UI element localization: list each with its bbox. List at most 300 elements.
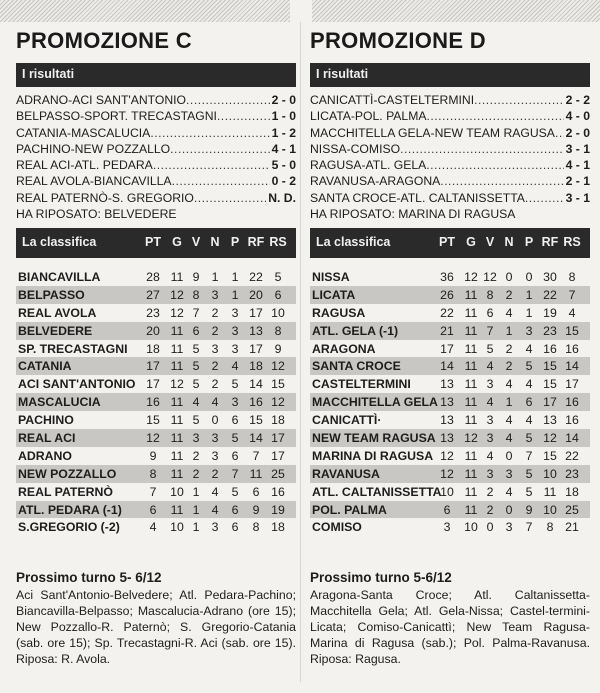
match-score: N. D. — [268, 190, 296, 205]
stat-pt: 15 — [146, 413, 160, 428]
stat-p: 3 — [231, 395, 239, 410]
stat-pt: 12 — [440, 448, 454, 463]
standings-header-label: La classifica — [22, 235, 97, 249]
stat-p: 6 — [231, 448, 239, 463]
next-round-fixtures: Aci Sant'Antonio-Belvedere; Atl. Pedara-Pachino; Biancavilla-Belpasso; Mascalucia-Adrano (ore 15); New Pozzallo-R. Paternò; S. Gregorio-Catania (sab. ore 15); Sp. Trecastagni-R. Aci (sab. ore 15). Riposa: R. Avola. — [16, 588, 296, 666]
match-label: ADRANO-ACI SANT'ANTONIO — [16, 93, 187, 107]
stat-rf: 15 — [543, 359, 557, 374]
stat-p: 5 — [525, 359, 533, 374]
column-header-p: P — [230, 235, 240, 249]
stat-p: 5 — [525, 466, 533, 481]
stat-rs: 17 — [565, 377, 579, 392]
match-score: 2 - 0 — [271, 93, 296, 107]
table-row — [310, 268, 590, 286]
stat-rs: 5 — [274, 270, 282, 284]
table-row — [310, 465, 590, 483]
stat-n: 4 — [505, 377, 513, 392]
stat-v: 5 — [192, 341, 200, 356]
stat-g: 11 — [464, 305, 478, 320]
table-row — [16, 304, 296, 322]
table-row — [310, 340, 590, 358]
stat-rs: 10 — [271, 305, 285, 320]
stat-v: 3 — [486, 377, 494, 392]
stat-g: 12 — [464, 270, 478, 284]
team-name: PACHINO — [18, 413, 74, 428]
stat-g: 11 — [464, 359, 478, 374]
section-title: PROMOZIONE D — [310, 28, 486, 53]
team-name: REAL PATERNÒ — [18, 484, 113, 499]
team-name: ATL. GELA (-1) — [312, 323, 399, 338]
team-name: BIANCAVILLA — [18, 270, 101, 284]
stat-p: 6 — [231, 413, 239, 428]
match-score: 3 - 1 — [565, 190, 590, 205]
match-score: 1 - 2 — [271, 125, 296, 140]
team-name: ATL. PEDARA (-1) — [18, 502, 122, 517]
stat-v: 12 — [483, 270, 497, 284]
stat-v: 0 — [486, 520, 494, 535]
stat-v: 4 — [486, 359, 494, 374]
stat-rf: 11 — [249, 466, 263, 481]
result-row — [16, 141, 296, 157]
table-row — [16, 429, 296, 447]
team-name: S.GREGORIO (-2) — [18, 520, 120, 535]
stat-rs: 18 — [565, 484, 579, 499]
stat-rs: 12 — [271, 359, 285, 374]
leader-dots — [186, 92, 270, 108]
stat-v: 4 — [192, 395, 200, 410]
stat-n: 1 — [505, 395, 513, 410]
stat-n: 3 — [211, 431, 219, 446]
table-row — [16, 286, 296, 304]
table-row — [310, 304, 590, 322]
stat-p: 1 — [525, 287, 533, 302]
stat-g: 11 — [170, 448, 184, 463]
stat-g: 12 — [170, 377, 184, 392]
team-name: CASTELTERMINI — [312, 377, 411, 392]
match-score: 2 - 2 — [565, 93, 590, 107]
stat-n: 4 — [505, 305, 513, 320]
result-row — [310, 190, 590, 206]
match-label: REAL AVOLA-BIANCAVILLA — [16, 174, 172, 189]
result-row — [16, 108, 296, 124]
stat-p: 7 — [525, 448, 533, 463]
stat-v: 7 — [486, 323, 494, 338]
column-divider — [300, 22, 301, 682]
stat-g: 11 — [464, 341, 478, 356]
result-row — [310, 141, 590, 157]
section-title: PROMOZIONE C — [16, 28, 192, 53]
stat-rs: 23 — [565, 466, 579, 481]
team-name: BELVEDERE — [18, 323, 93, 338]
stat-n: 4 — [505, 413, 513, 428]
table-row — [16, 393, 296, 411]
stat-v: 3 — [486, 466, 494, 481]
leader-dots — [172, 173, 270, 189]
stat-p: 5 — [231, 484, 239, 499]
column-header-rs: RS — [269, 235, 287, 249]
team-name: ARAGONA — [312, 341, 376, 356]
stat-rs: 16 — [565, 341, 579, 356]
results-header: I risultati — [16, 63, 296, 87]
stat-n: 0 — [211, 413, 219, 428]
stat-g: 11 — [464, 484, 478, 499]
stat-n: 2 — [211, 359, 219, 374]
stat-rs: 12 — [271, 395, 285, 410]
match-label: MACCHITELLA GELA-NEW TEAM RAGUSA — [310, 125, 555, 140]
table-row — [310, 322, 590, 340]
stat-rf: 13 — [249, 323, 263, 338]
stat-rf: 19 — [543, 305, 557, 320]
leader-dots — [525, 190, 564, 206]
match-label: NISSA-COMISO — [310, 141, 401, 156]
team-name: REAL AVOLA — [18, 305, 97, 320]
column-header-pt: PT — [145, 235, 161, 249]
stat-n: 3 — [211, 448, 219, 463]
stat-rf: 22 — [249, 270, 263, 284]
stat-g: 11 — [464, 395, 478, 410]
match-label: SANTA CROCE-ATL. CALTANISSETTA — [310, 190, 525, 205]
table-row — [310, 447, 590, 465]
team-name: SP. TRECASTAGNI — [18, 341, 128, 356]
match-score: 4 - 1 — [271, 141, 296, 156]
column-header-v: V — [191, 235, 201, 249]
stat-rs: 8 — [568, 270, 576, 284]
standings-header — [310, 228, 590, 258]
stat-rs: 14 — [565, 431, 579, 446]
table-row — [310, 429, 590, 447]
stat-rf: 30 — [543, 270, 557, 284]
table-row — [310, 393, 590, 411]
result-row — [16, 157, 296, 173]
stat-n: 0 — [505, 448, 513, 463]
team-name: RAGUSA — [312, 305, 366, 320]
stat-v: 2 — [486, 484, 494, 499]
stat-rf: 17 — [249, 341, 263, 356]
stat-g: 11 — [464, 502, 478, 517]
result-row — [310, 157, 590, 173]
stat-pt: 27 — [146, 287, 160, 302]
team-name: NISSA — [312, 270, 350, 284]
stat-p: 3 — [231, 323, 239, 338]
stat-rs: 15 — [565, 323, 579, 338]
leader-dots — [427, 108, 564, 124]
stat-p: 5 — [525, 431, 533, 446]
stat-p: 6 — [525, 395, 533, 410]
stat-v: 9 — [192, 270, 200, 284]
stat-v: 3 — [486, 413, 494, 428]
stat-rf: 20 — [249, 287, 263, 302]
result-row — [16, 92, 296, 108]
stat-pt: 14 — [440, 359, 454, 374]
match-label: RAGUSA-ATL. GELA — [310, 158, 427, 173]
table-row — [16, 375, 296, 393]
stat-v: 2 — [486, 502, 494, 517]
stat-rs: 25 — [271, 466, 285, 481]
stat-rs: 19 — [271, 502, 285, 517]
match-score: 2 - 1 — [565, 174, 590, 189]
page-top-strip — [0, 0, 600, 22]
team-name: ACI SANT'ANTONIO — [18, 377, 136, 392]
column-header-g: G — [466, 235, 476, 249]
stat-pt: 17 — [146, 359, 160, 374]
team-name: MASCALUCIA — [18, 395, 101, 410]
team-name: MARINA DI RAGUSA — [312, 448, 434, 463]
standings-header — [16, 228, 296, 258]
stat-n: 3 — [505, 520, 513, 535]
stat-rs: 25 — [565, 502, 579, 517]
leader-dots — [153, 157, 270, 173]
stat-pt: 28 — [146, 270, 160, 284]
stat-rf: 15 — [543, 377, 557, 392]
stat-g: 11 — [170, 341, 184, 356]
stat-rf: 13 — [543, 413, 557, 428]
table-row — [16, 322, 296, 340]
stat-v: 7 — [192, 305, 200, 320]
stat-g: 12 — [170, 287, 184, 302]
column-header-p: P — [524, 235, 534, 249]
stat-p: 7 — [525, 520, 533, 535]
stat-p: 9 — [525, 502, 533, 517]
stat-g: 10 — [170, 484, 184, 499]
stat-rf: 12 — [543, 431, 557, 446]
team-name: RAVANUSA — [312, 466, 380, 481]
stat-rf: 16 — [543, 341, 557, 356]
stat-pt: 23 — [146, 305, 160, 320]
stat-pt: 10 — [440, 484, 454, 499]
stat-n: 4 — [211, 484, 219, 499]
stat-n: 4 — [211, 502, 219, 517]
stat-rf: 9 — [252, 502, 260, 517]
leader-dots — [474, 92, 564, 108]
table-row — [16, 357, 296, 375]
stat-rf: 7 — [252, 448, 260, 463]
stat-n: 4 — [211, 395, 219, 410]
stat-rs: 18 — [271, 413, 285, 428]
stat-g: 11 — [464, 287, 478, 302]
column-header-rf: RF — [247, 235, 265, 249]
stat-p: 4 — [525, 377, 533, 392]
match-label: PACHINO-NEW POZZALLO — [16, 141, 171, 156]
table-row — [310, 411, 590, 429]
table-row — [16, 447, 296, 465]
stat-g: 11 — [170, 431, 184, 446]
stat-n: 2 — [211, 305, 219, 320]
stat-rs: 9 — [274, 341, 282, 356]
stat-v: 1 — [192, 520, 200, 535]
stat-pt: 13 — [440, 395, 454, 410]
stat-n: 3 — [211, 341, 219, 356]
stat-n: 4 — [505, 431, 513, 446]
table-row — [310, 286, 590, 304]
stat-rs: 15 — [271, 377, 285, 392]
stat-pt: 18 — [146, 341, 160, 356]
stat-rs: 14 — [565, 359, 579, 374]
stat-pt: 9 — [149, 448, 157, 463]
stat-rf: 10 — [543, 466, 557, 481]
match-label: CANICATTÌ-CASTELTERMINI — [310, 93, 475, 107]
stat-p: 6 — [231, 502, 239, 517]
table-row — [16, 483, 296, 501]
stat-n: 2 — [505, 287, 513, 302]
match-label: REAL ACI-ATL. PEDARA — [16, 158, 153, 173]
match-score: 4 - 0 — [565, 109, 590, 124]
stat-n: 2 — [211, 466, 219, 481]
stat-g: 11 — [464, 413, 478, 428]
top-hatch-right — [312, 0, 600, 22]
match-label: BELPASSO-SPORT. TRECASTAGNI — [16, 109, 217, 124]
match-score: 1 - 0 — [271, 109, 296, 124]
result-row — [310, 108, 590, 124]
result-row — [16, 125, 296, 141]
stat-rs: 16 — [565, 413, 579, 428]
stat-v: 8 — [486, 287, 494, 302]
stat-rs: 7 — [568, 287, 576, 302]
stat-g: 12 — [464, 431, 478, 446]
stat-v: 1 — [192, 484, 200, 499]
stat-g: 11 — [170, 323, 184, 338]
stat-v: 2 — [192, 448, 200, 463]
table-row — [310, 357, 590, 375]
stat-g: 11 — [170, 395, 184, 410]
stat-p: 4 — [231, 359, 239, 374]
stat-v: 5 — [192, 377, 200, 392]
team-name: BELPASSO — [18, 287, 85, 302]
stat-n: 0 — [505, 502, 513, 517]
stat-v: 2 — [192, 466, 200, 481]
stat-p: 0 — [525, 270, 533, 284]
result-row — [310, 125, 590, 141]
stat-rf: 8 — [546, 520, 554, 535]
column-header-pt: PT — [439, 235, 455, 249]
leader-dots — [555, 125, 564, 141]
stat-p: 3 — [231, 305, 239, 320]
match-score: 5 - 0 — [271, 158, 296, 173]
stat-v: 5 — [486, 341, 494, 356]
match-label: CATANIA-MASCALUCIA — [16, 125, 151, 140]
stat-rf: 17 — [249, 305, 263, 320]
team-name: CANICATTÌ· — [312, 413, 382, 428]
stat-rs: 6 — [274, 287, 282, 302]
stat-pt: 3 — [443, 520, 451, 535]
stat-g: 10 — [170, 520, 184, 535]
result-row — [16, 190, 296, 206]
stat-n: 3 — [211, 287, 219, 302]
stat-pt: 21 — [440, 323, 454, 338]
match-score: 3 - 1 — [565, 141, 590, 156]
table-row — [16, 501, 296, 519]
stat-g: 11 — [464, 323, 478, 338]
stat-pt: 12 — [146, 431, 160, 446]
stat-rf: 15 — [249, 413, 263, 428]
team-name: NEW TEAM RAGUSA — [312, 431, 436, 446]
team-name: NEW POZZALLO — [18, 466, 117, 481]
team-name: CATANIA — [18, 359, 72, 374]
stat-n: 2 — [505, 359, 513, 374]
rest-note: HA RIPOSATO: MARINA DI RAGUSA — [310, 207, 516, 222]
stat-rs: 16 — [565, 395, 579, 410]
stat-g: 12 — [170, 305, 184, 320]
standings-table — [16, 268, 296, 536]
team-name: REAL ACI — [18, 431, 76, 446]
stat-pt: 7 — [149, 484, 157, 499]
standings-table — [310, 268, 590, 536]
stat-pt: 36 — [440, 270, 454, 284]
column-header-v: V — [485, 235, 495, 249]
table-row — [310, 518, 590, 536]
table-row — [16, 411, 296, 429]
stat-pt: 17 — [146, 377, 160, 392]
stat-n: 4 — [505, 484, 513, 499]
stat-p: 5 — [525, 484, 533, 499]
stat-pt: 13 — [440, 431, 454, 446]
stat-g: 11 — [170, 502, 184, 517]
result-row — [310, 173, 590, 189]
stat-n: 0 — [505, 270, 513, 284]
stat-pt: 12 — [440, 466, 454, 481]
column-header-n: N — [504, 235, 514, 249]
stat-rs: 18 — [271, 520, 285, 535]
stat-v: 5 — [192, 413, 200, 428]
stat-pt: 22 — [440, 305, 454, 320]
stat-rs: 4 — [568, 305, 576, 320]
stat-rf: 18 — [249, 359, 263, 374]
stat-v: 3 — [486, 431, 494, 446]
stat-rf: 10 — [543, 502, 557, 517]
stat-v: 4 — [486, 395, 494, 410]
stat-v: 6 — [192, 323, 200, 338]
stat-v: 1 — [192, 502, 200, 517]
results-list — [16, 92, 296, 222]
stat-v: 3 — [192, 431, 200, 446]
table-row — [16, 518, 296, 536]
stat-g: 10 — [464, 520, 478, 535]
team-name: ADRANO — [18, 448, 72, 463]
stat-p: 5 — [231, 377, 239, 392]
stat-v: 6 — [486, 305, 494, 320]
leader-dots — [400, 141, 564, 157]
stat-g: 11 — [170, 359, 184, 374]
stat-rs: 17 — [271, 448, 285, 463]
stat-p: 1 — [231, 287, 239, 302]
stat-pt: 4 — [149, 520, 157, 535]
standings-header-label: La classifica — [316, 235, 391, 249]
stat-pt: 6 — [149, 502, 157, 517]
stat-rf: 14 — [249, 431, 263, 446]
stat-g: 11 — [170, 413, 184, 428]
table-row — [16, 268, 296, 286]
table-row — [16, 340, 296, 358]
leader-dots — [194, 190, 266, 206]
stat-rf: 16 — [249, 395, 263, 410]
stat-pt: 8 — [149, 466, 157, 481]
table-row — [310, 483, 590, 501]
stat-g: 11 — [464, 466, 478, 481]
stat-n: 2 — [211, 377, 219, 392]
match-score: 4 - 1 — [565, 158, 590, 173]
match-score: 0 - 2 — [271, 174, 296, 189]
stat-p: 5 — [231, 431, 239, 446]
column-header-n: N — [210, 235, 220, 249]
result-row — [310, 92, 590, 108]
leader-dots — [440, 173, 563, 189]
table-row — [310, 375, 590, 393]
leader-dots — [426, 157, 563, 173]
stat-n: 2 — [211, 323, 219, 338]
stat-pt: 16 — [146, 395, 160, 410]
stat-p: 7 — [231, 466, 239, 481]
leader-dots — [217, 108, 270, 124]
next-round-title: Prossimo turno 5-6/12 — [310, 570, 452, 585]
